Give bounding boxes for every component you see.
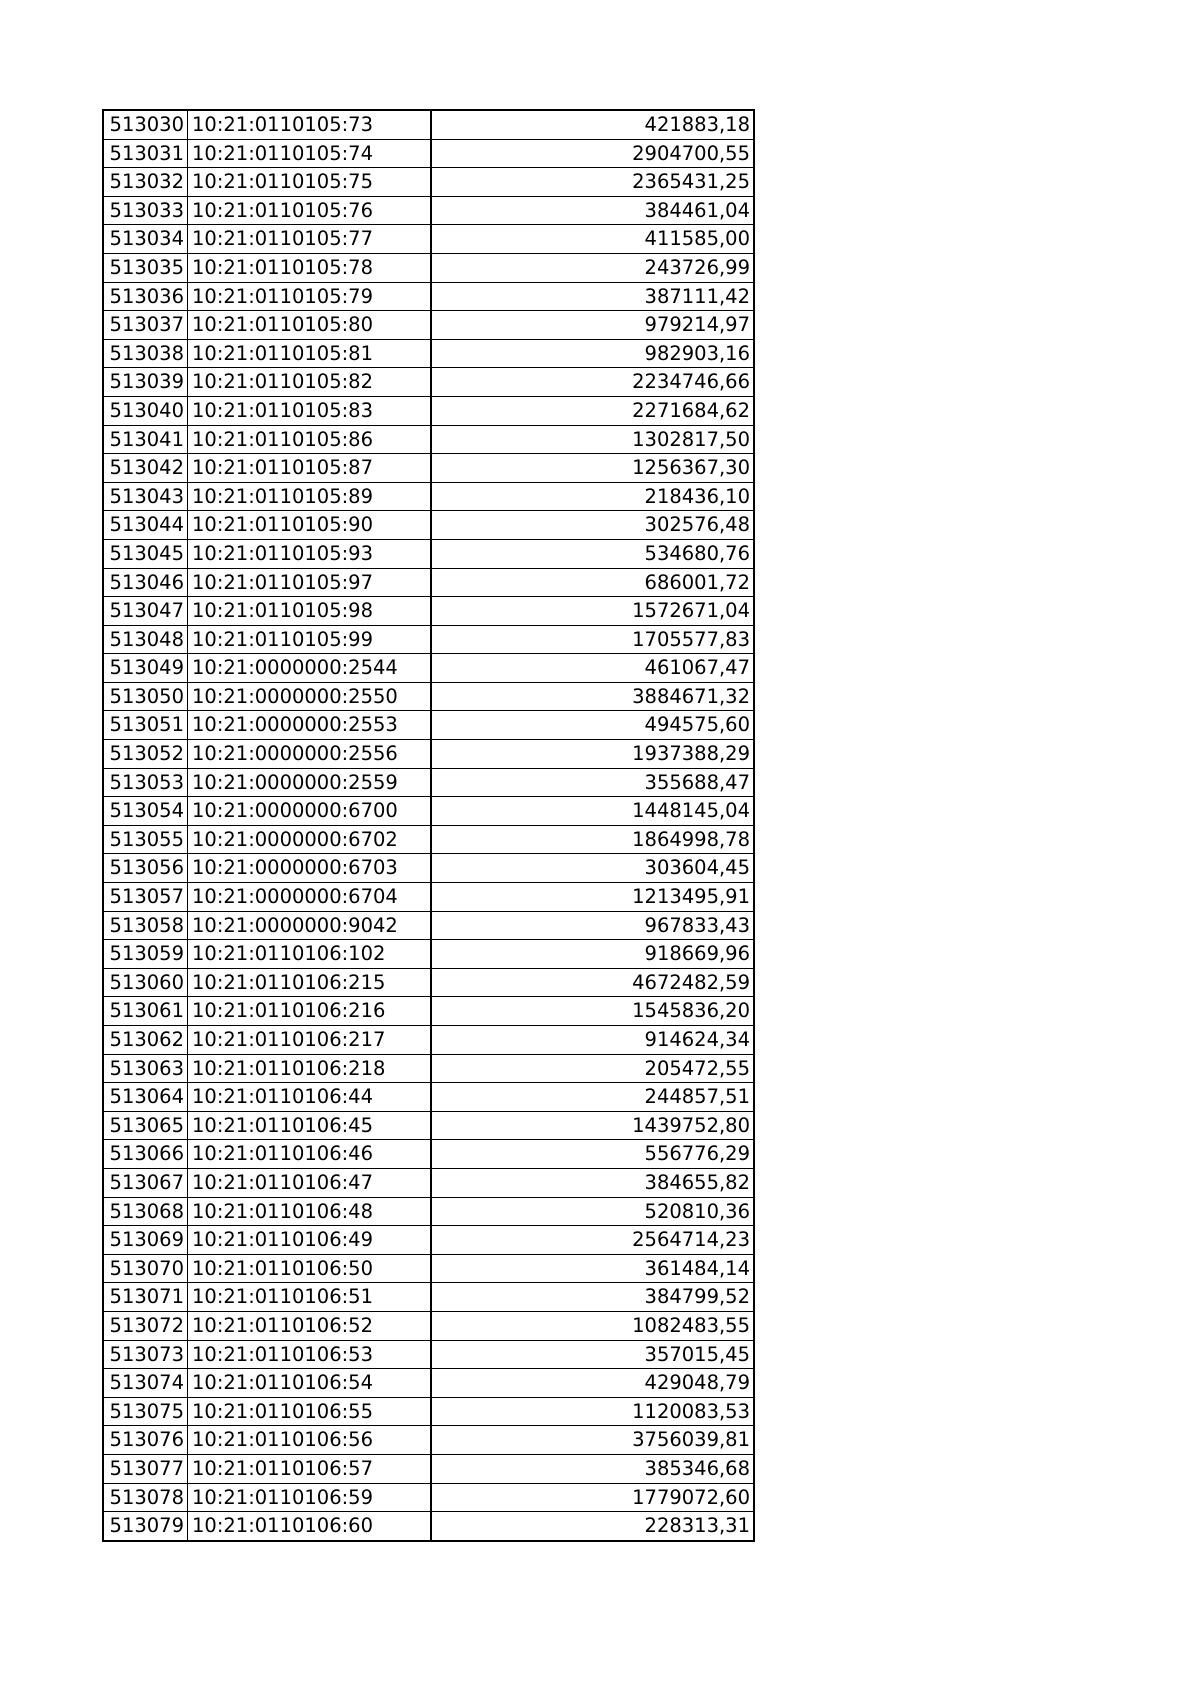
amount-cell: 302576,48 (431, 511, 754, 540)
table-row (103, 196, 754, 225)
cadastral-number-cell: 10:21:0110106:56 (188, 1426, 432, 1455)
table-row (103, 883, 754, 912)
cadastral-number-cell: 10:21:0110106:44 (188, 1083, 432, 1112)
table-row (103, 997, 754, 1026)
amount-cell: 303604,45 (431, 854, 754, 883)
row-id-cell: 513035 (103, 253, 188, 282)
cadastral-number-cell: 10:21:0110105:80 (188, 311, 432, 340)
row-id-cell: 513072 (103, 1311, 188, 1340)
row-id-cell: 513047 (103, 597, 188, 626)
table-row (103, 482, 754, 511)
table-row (103, 597, 754, 626)
amount-cell: 411585,00 (431, 225, 754, 254)
table-row (103, 339, 754, 368)
cadastral-number-cell: 10:21:0110105:81 (188, 339, 432, 368)
cadastral-number-cell: 10:21:0110106:217 (188, 1026, 432, 1055)
amount-cell: 1779072,60 (431, 1483, 754, 1512)
table-row (103, 311, 754, 340)
cadastral-number-cell: 10:21:0110106:46 (188, 1140, 432, 1169)
cadastral-number-cell: 10:21:0110106:52 (188, 1311, 432, 1340)
table-body (103, 110, 754, 1541)
row-id-cell: 513043 (103, 482, 188, 511)
cadastral-number-cell: 10:21:0110106:59 (188, 1483, 432, 1512)
row-id-cell: 513040 (103, 396, 188, 425)
cadastral-number-cell: 10:21:0110106:215 (188, 968, 432, 997)
table-row (103, 225, 754, 254)
table-row (103, 968, 754, 997)
cadastral-number-cell: 10:21:0110105:93 (188, 539, 432, 568)
row-id-cell: 513041 (103, 425, 188, 454)
cadastral-number-cell: 10:21:0000000:2550 (188, 682, 432, 711)
cadastral-number-cell: 10:21:0000000:6702 (188, 825, 432, 854)
row-id-cell: 513079 (103, 1512, 188, 1541)
row-id-cell: 513078 (103, 1483, 188, 1512)
row-id-cell: 513051 (103, 711, 188, 740)
table-row (103, 1283, 754, 1312)
row-id-cell: 513057 (103, 883, 188, 912)
cadastral-number-cell: 10:21:0110105:73 (188, 110, 432, 139)
cadastral-number-cell: 10:21:0110106:60 (188, 1512, 432, 1541)
cadastral-number-cell: 10:21:0000000:2559 (188, 768, 432, 797)
row-id-cell: 513062 (103, 1026, 188, 1055)
amount-cell: 384655,82 (431, 1168, 754, 1197)
amount-cell: 967833,43 (431, 911, 754, 940)
table-row (103, 911, 754, 940)
amount-cell: 1120083,53 (431, 1397, 754, 1426)
table-row (103, 1397, 754, 1426)
amount-cell: 918669,96 (431, 940, 754, 969)
row-id-cell: 513075 (103, 1397, 188, 1426)
row-id-cell: 513053 (103, 768, 188, 797)
cadastral-number-cell: 10:21:0110105:97 (188, 568, 432, 597)
cadastral-number-cell: 10:21:0110106:47 (188, 1168, 432, 1197)
amount-cell: 1448145,04 (431, 797, 754, 826)
table-row (103, 768, 754, 797)
row-id-cell: 513034 (103, 225, 188, 254)
amount-cell: 355688,47 (431, 768, 754, 797)
amount-cell: 686001,72 (431, 568, 754, 597)
table-row (103, 1369, 754, 1398)
table-row (103, 797, 754, 826)
amount-cell: 3884671,32 (431, 682, 754, 711)
cadastral-number-cell: 10:21:0110105:86 (188, 425, 432, 454)
amount-cell: 384461,04 (431, 196, 754, 225)
amount-cell: 421883,18 (431, 110, 754, 139)
amount-cell: 1256367,30 (431, 454, 754, 483)
cadastral-number-cell: 10:21:0110106:48 (188, 1197, 432, 1226)
amount-cell: 520810,36 (431, 1197, 754, 1226)
row-id-cell: 513064 (103, 1083, 188, 1112)
amount-cell: 1864998,78 (431, 825, 754, 854)
cadastral-number-cell: 10:21:0110105:99 (188, 625, 432, 654)
row-id-cell: 513074 (103, 1369, 188, 1398)
row-id-cell: 513046 (103, 568, 188, 597)
amount-cell: 982903,16 (431, 339, 754, 368)
amount-cell: 2234746,66 (431, 368, 754, 397)
table-row (103, 1026, 754, 1055)
table-row (103, 110, 754, 139)
row-id-cell: 513056 (103, 854, 188, 883)
row-id-cell: 513038 (103, 339, 188, 368)
row-id-cell: 513058 (103, 911, 188, 940)
cadastral-number-cell: 10:21:0000000:9042 (188, 911, 432, 940)
cadastral-number-cell: 10:21:0110105:83 (188, 396, 432, 425)
amount-cell: 1545836,20 (431, 997, 754, 1026)
cadastral-number-cell: 10:21:0110106:218 (188, 1054, 432, 1083)
amount-cell: 2564714,23 (431, 1226, 754, 1255)
row-id-cell: 513065 (103, 1111, 188, 1140)
table-row (103, 1168, 754, 1197)
cadastral-number-cell: 10:21:0110106:102 (188, 940, 432, 969)
cadastral-number-cell: 10:21:0110106:53 (188, 1340, 432, 1369)
cadastral-number-cell: 10:21:0110105:79 (188, 282, 432, 311)
cadastral-number-cell: 10:21:0110106:57 (188, 1454, 432, 1483)
amount-cell: 243726,99 (431, 253, 754, 282)
cadastral-number-cell: 10:21:0110105:75 (188, 168, 432, 197)
table-row (103, 1226, 754, 1255)
table-row (103, 396, 754, 425)
table-row (103, 168, 754, 197)
amount-cell: 2904700,55 (431, 139, 754, 168)
cadastral-number-cell: 10:21:0110106:216 (188, 997, 432, 1026)
table-row (103, 825, 754, 854)
cadastral-number-cell: 10:21:0000000:2556 (188, 740, 432, 769)
cadastral-number-cell: 10:21:0110105:98 (188, 597, 432, 626)
table-row (103, 1083, 754, 1112)
table-row (103, 454, 754, 483)
amount-cell: 3756039,81 (431, 1426, 754, 1455)
amount-cell: 1439752,80 (431, 1111, 754, 1140)
row-id-cell: 513066 (103, 1140, 188, 1169)
amount-cell: 494575,60 (431, 711, 754, 740)
row-id-cell: 513059 (103, 940, 188, 969)
cadastral-number-cell: 10:21:0110106:45 (188, 1111, 432, 1140)
amount-cell: 228313,31 (644, 1514, 750, 1538)
table-row (103, 253, 754, 282)
cadastral-number-cell: 10:21:0000000:6704 (188, 883, 432, 912)
data-table (102, 109, 755, 1542)
row-id-cell: 513042 (103, 454, 188, 483)
cadastral-number-cell: 10:21:0110105:90 (188, 511, 432, 540)
row-id-cell: 513067 (103, 1168, 188, 1197)
amount-cell: 357015,45 (431, 1340, 754, 1369)
cadastral-number-cell: 10:21:0110105:87 (188, 454, 432, 483)
amount-cell: 429048,79 (431, 1369, 754, 1398)
amount-cell: 2365431,25 (431, 168, 754, 197)
cadastral-number-cell: 10:21:0110106:55 (188, 1397, 432, 1426)
table-row (103, 682, 754, 711)
row-id-cell: 513071 (103, 1283, 188, 1312)
row-id-cell: 513068 (103, 1197, 188, 1226)
row-id-cell: 513077 (103, 1454, 188, 1483)
cadastral-number-cell: 10:21:0110106:54 (188, 1369, 432, 1398)
table-row (103, 711, 754, 740)
table-row (103, 282, 754, 311)
row-id-cell: 513052 (103, 740, 188, 769)
row-id-cell: 513055 (103, 825, 188, 854)
table-row (103, 1483, 754, 1512)
row-id-cell: 513048 (103, 625, 188, 654)
table-row (103, 1311, 754, 1340)
amount-cell: 244857,51 (431, 1083, 754, 1112)
row-id-cell: 513049 (103, 654, 188, 683)
row-id-cell: 513036 (103, 282, 188, 311)
row-id-cell: 513032 (103, 168, 188, 197)
cadastral-number-cell: 10:21:0110105:77 (188, 225, 432, 254)
table-row (103, 1111, 754, 1140)
table-row (103, 740, 754, 769)
row-id-cell: 513070 (103, 1254, 188, 1283)
table-row (103, 940, 754, 969)
amount-cell: 387111,42 (431, 282, 754, 311)
row-id-cell: 513045 (103, 539, 188, 568)
amount-cell: 1937388,29 (431, 740, 754, 769)
cadastral-number-cell: 10:21:0000000:6703 (188, 854, 432, 883)
amount-cell: 4672482,59 (431, 968, 754, 997)
table-row (103, 1454, 754, 1483)
table-row (103, 539, 754, 568)
cadastral-number-cell: 10:21:0000000:2544 (188, 654, 432, 683)
amount-cell: 205472,55 (431, 1054, 754, 1083)
cadastral-number-cell: 10:21:0110105:74 (188, 139, 432, 168)
amount-cell: 2271684,62 (431, 396, 754, 425)
amount-cell: 1705577,83 (431, 625, 754, 654)
row-id-cell: 513031 (103, 139, 188, 168)
amount-cell: 218436,10 (431, 482, 754, 511)
amount-cell: 914624,34 (431, 1026, 754, 1055)
cadastral-number-cell: 10:21:0110105:76 (188, 196, 432, 225)
table-row (103, 1140, 754, 1169)
table-row (103, 511, 754, 540)
amount-cell: 1082483,55 (431, 1311, 754, 1340)
row-id-cell: 513076 (103, 1426, 188, 1455)
amount-cell: 979214,97 (431, 311, 754, 340)
table-row (103, 854, 754, 883)
cadastral-number-cell: 10:21:0110105:82 (188, 368, 432, 397)
cadastral-number-cell: 10:21:0110106:51 (188, 1283, 432, 1312)
table-row (103, 1426, 754, 1455)
table-row (103, 625, 754, 654)
row-id-cell: 513063 (103, 1054, 188, 1083)
amount-cell: 384799,52 (431, 1283, 754, 1312)
amount-cell: 461067,47 (431, 654, 754, 683)
table-row (103, 1054, 754, 1083)
table-row (103, 139, 754, 168)
amount-cell: 361484,14 (431, 1254, 754, 1283)
row-id-cell: 513039 (103, 368, 188, 397)
table-row (103, 1340, 754, 1369)
row-id-cell: 513061 (103, 997, 188, 1026)
row-id-cell: 513037 (103, 311, 188, 340)
cadastral-number-cell: 10:21:0110105:89 (188, 482, 432, 511)
amount-cell: 556776,29 (431, 1140, 754, 1169)
row-id-cell: 513073 (103, 1340, 188, 1369)
table-row (103, 1254, 754, 1283)
cadastral-number-cell: 10:21:0110105:78 (188, 253, 432, 282)
row-id-cell: 513069 (103, 1226, 188, 1255)
row-id-cell: 513033 (103, 196, 188, 225)
row-id-cell: 513030 (103, 110, 188, 139)
row-id-cell: 513050 (103, 682, 188, 711)
row-id-cell: 513054 (103, 797, 188, 826)
row-id-cell: 513060 (103, 968, 188, 997)
cadastral-number-cell: 10:21:0110106:50 (188, 1254, 432, 1283)
cadastral-number-cell: 10:21:0000000:2553 (188, 711, 432, 740)
cadastral-number-cell: 10:21:0110106:49 (188, 1226, 432, 1255)
table-row (103, 1512, 754, 1541)
amount-cell: 1572671,04 (431, 597, 754, 626)
amount-cell: 385346,68 (431, 1454, 754, 1483)
row-id-cell: 513044 (103, 511, 188, 540)
table-row (103, 368, 754, 397)
table-row (103, 1197, 754, 1226)
amount-cell: 1302817,50 (431, 425, 754, 454)
amount-cell: 534680,76 (431, 539, 754, 568)
table-row (103, 568, 754, 597)
table-row (103, 425, 754, 454)
cadastral-number-cell: 10:21:0000000:6700 (188, 797, 432, 826)
amount-cell: 1213495,91 (431, 883, 754, 912)
table-row (103, 654, 754, 683)
